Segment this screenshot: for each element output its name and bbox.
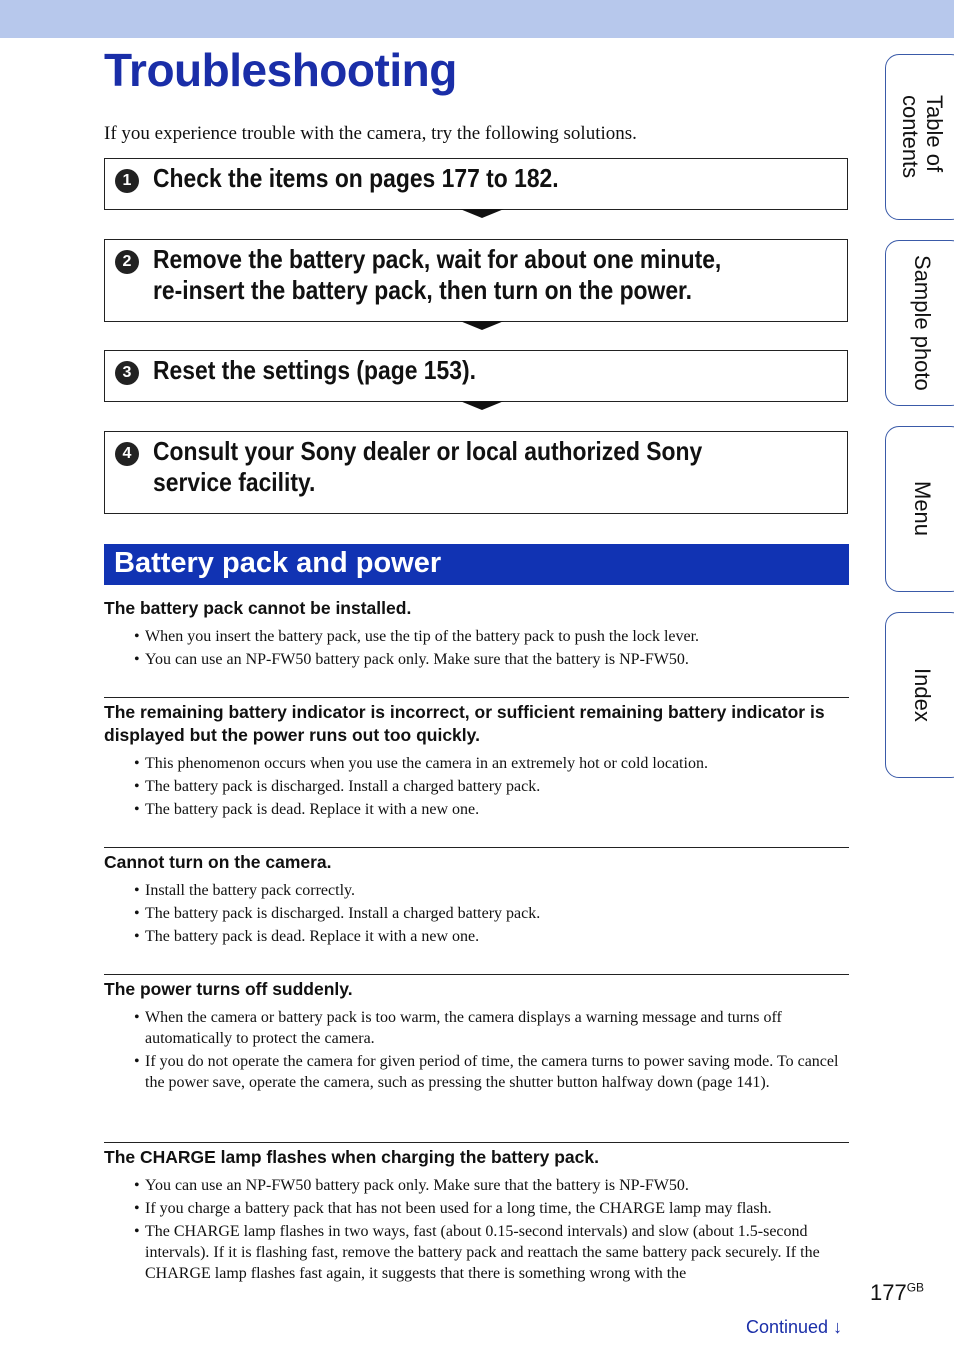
tab-label: Index	[910, 668, 935, 722]
step-number-2: 2	[115, 250, 139, 274]
solution-list	[134, 1007, 849, 1093]
solution-list	[134, 626, 849, 670]
step-text-3: Reset the settings (page 153).	[153, 355, 476, 385]
divider	[104, 847, 849, 848]
tab-label: Menu	[910, 481, 935, 537]
continued-label: Continued	[746, 1317, 829, 1337]
step-number-4: 4	[115, 442, 139, 466]
down-arrow-icon	[460, 401, 504, 410]
step-box-1	[104, 158, 848, 210]
page-number	[870, 1280, 924, 1306]
continued-link[interactable]	[746, 1317, 842, 1338]
solution-item: • The battery pack is discharged. Install a charged battery pack.	[134, 903, 849, 924]
troubleshoot-item	[104, 701, 849, 822]
solution-item: • The battery pack is dead. Replace it with a new one.	[134, 926, 849, 947]
intro-text: If you experience trouble with the camera, try the following solutions.	[104, 123, 637, 144]
solution-list	[134, 753, 849, 820]
step-number-3: 3	[115, 361, 139, 385]
solution-item: • The battery pack is dead. Replace it with a new one.	[134, 799, 849, 820]
troubleshoot-item	[104, 851, 849, 949]
tab-label: Table of contents	[898, 95, 947, 179]
down-arrow-icon	[460, 209, 504, 218]
step-number-1: 1	[115, 169, 139, 193]
problem-heading: The battery pack cannot be installed.	[104, 598, 412, 618]
solution-item: • You can use an NP-FW50 battery pack only. Make sure that the battery is NP-FW50.	[134, 1175, 849, 1196]
step-text-2: Remove the battery pack, wait for about one minute, re-insert the battery pack, then turn on the power.	[153, 244, 722, 305]
page-title: Troubleshooting	[104, 44, 457, 96]
troubleshoot-item	[104, 978, 849, 1095]
problem-heading: The remaining battery indicator is incorrect, or sufficient remaining battery indicator is displayed but the power runs out too quickly.	[104, 702, 825, 745]
divider	[104, 1142, 849, 1143]
step-box-3	[104, 350, 848, 402]
solution-item: • The CHARGE lamp flashes in two ways, fast (about 0.15-second intervals) and slow (about 1.5-second intervals). If it is flashing fast, remove the battery pack and reattach the same battery pack securely. If the CHARGE lamp flashes fast again, it suggests that there is something wrong with the	[134, 1221, 849, 1284]
down-arrow-icon	[460, 321, 504, 330]
page-number-suffix: GB	[906, 1280, 925, 1295]
solution-item: • You can use an NP-FW50 battery pack only. Make sure that the battery is NP-FW50.	[134, 649, 849, 670]
step-box-2	[104, 239, 848, 322]
section-heading: Battery pack and power	[104, 544, 849, 585]
step-text-1: Check the items on pages 177 to 182.	[153, 163, 559, 193]
step-box-4	[104, 431, 848, 514]
solution-item: • Install the battery pack correctly.	[134, 880, 849, 901]
troubleshoot-item	[104, 597, 849, 672]
solution-item: • If you charge a battery pack that has not been used for a long time, the CHARGE lamp may flash.	[134, 1198, 849, 1219]
troubleshoot-item	[104, 1146, 849, 1286]
tab-table-of-contents[interactable]	[885, 54, 954, 220]
divider	[104, 974, 849, 975]
solution-item: • If you do not operate the camera for given period of time, the camera turns to power saving mode. To cancel the power save, operate the camera, such as pressing the shutter button halfway down (page 141).	[134, 1051, 849, 1093]
top-banner	[0, 0, 954, 38]
divider	[104, 697, 849, 698]
tab-menu[interactable]	[885, 426, 954, 592]
problem-heading: Cannot turn on the camera.	[104, 852, 332, 872]
page-number-value: 177	[870, 1280, 907, 1305]
problem-heading: The CHARGE lamp flashes when charging the battery pack.	[104, 1147, 599, 1167]
tab-index[interactable]	[885, 612, 954, 778]
solution-item: • The battery pack is discharged. Install a charged battery pack.	[134, 776, 849, 797]
step-text-4: Consult your Sony dealer or local authorized Sony service facility.	[153, 436, 703, 497]
solution-item: • When you insert the battery pack, use the tip of the battery pack to push the lock lever.	[134, 626, 849, 647]
solution-list	[134, 880, 849, 947]
tab-sample-photo[interactable]	[885, 240, 954, 406]
tab-label: Sample photo	[910, 255, 935, 391]
down-arrow-icon: ↓	[833, 1317, 843, 1337]
solution-item: • When the camera or battery pack is too warm, the camera displays a warning message and turns off automatically to protect the camera.	[134, 1007, 849, 1049]
problem-heading: The power turns off suddenly.	[104, 979, 353, 999]
solution-item: • This phenomenon occurs when you use the camera in an extremely hot or cold location.	[134, 753, 849, 774]
solution-list	[134, 1175, 849, 1284]
